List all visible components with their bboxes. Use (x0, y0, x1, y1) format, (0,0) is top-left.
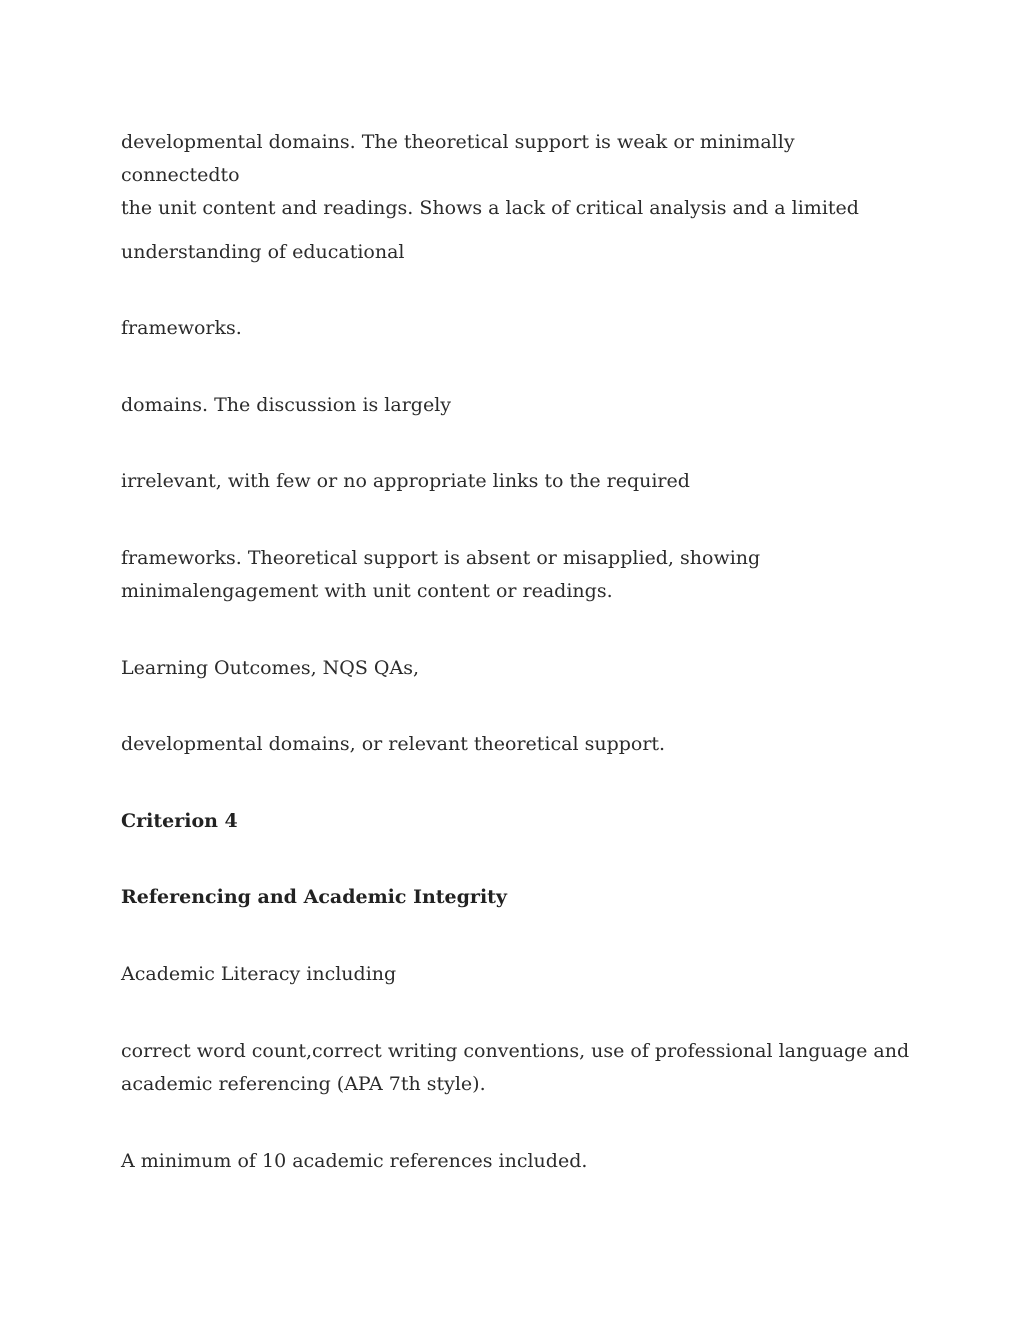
text-line: frameworks. (121, 317, 242, 339)
paragraph-frameworks (121, 312, 911, 345)
text-line: A minimum of 10 academic references included. (121, 1150, 588, 1172)
paragraph-developmental-domains-weak (121, 126, 911, 225)
text-line: Learning Outcomes, NQS QAs, (121, 657, 419, 679)
text-line: frameworks. Theoretical support is absent or misapplied, showing (121, 547, 761, 569)
text-line: Referencing and Academic Integrity (121, 886, 507, 908)
text-line: domains. The discussion is largely (121, 394, 452, 416)
criterion-title (121, 881, 911, 914)
text-line: Academic Literacy including (121, 963, 397, 985)
paragraph-theoretical-support-absent (121, 542, 911, 608)
text-line: Criterion 4 (121, 810, 238, 832)
paragraph-irrelevant (121, 465, 911, 498)
paragraph-developmental-domains-relevant (121, 728, 911, 761)
text-line: the unit content and readings. Shows a lack of critical analysis and a limited (121, 197, 859, 219)
paragraph-learning-outcomes (121, 652, 911, 685)
criterion-heading (121, 805, 911, 838)
paragraph-word-count (121, 1035, 911, 1101)
text-line: developmental domains, or relevant theoretical support. (121, 733, 666, 755)
text-line: developmental domains. The theoretical support is weak or minimally connectedto (121, 131, 795, 186)
paragraph-understanding (121, 236, 911, 269)
paragraph-academic-literacy (121, 958, 911, 991)
text-line: correct word count,correct writing conventions, use of professional language and (121, 1040, 910, 1062)
text-line: understanding of educational (121, 241, 405, 263)
text-line: minimalengagement with unit content or readings. (121, 580, 613, 602)
paragraph-minimum-references (121, 1145, 911, 1178)
text-line: irrelevant, with few or no appropriate links to the required (121, 470, 690, 492)
text-line: academic referencing (APA 7th style). (121, 1073, 486, 1095)
paragraph-domains-discussion (121, 389, 911, 422)
